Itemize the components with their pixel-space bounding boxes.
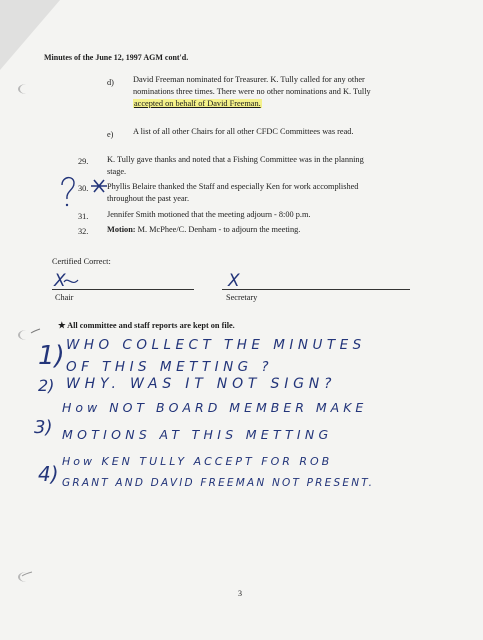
- stray-pen-mark: [31, 329, 40, 333]
- secretary-x-mark: X: [228, 271, 240, 291]
- question-number-1: 1): [38, 341, 65, 371]
- question-4-line-1: How KEN TULLY ACCEPT FOR ROB: [62, 455, 333, 468]
- item-label-e: e): [107, 130, 114, 139]
- text-line: Jennifer Smith motioned that the meeting adjourn - 8:00 p.m.: [107, 210, 311, 219]
- question-mark-annotation: [62, 178, 74, 199]
- text-line: K. Tully gave thanks and noted that a Fishing Committee was in the planning: [107, 155, 364, 164]
- question-3-line-2: MOTIONS AT THIS METTING: [62, 427, 333, 442]
- question-number-3: 3): [34, 417, 53, 438]
- text-line: A list of all other Chairs for all other CFDC Committees was read.: [133, 127, 354, 136]
- chair-label: Chair: [55, 293, 74, 302]
- highlighted-text: accepted on behalf of David Freeman.: [134, 99, 261, 108]
- text-line: David Freeman nominated for Treasurer. K. Tully called for any other: [133, 75, 365, 84]
- page-number: 3: [238, 589, 242, 598]
- item-num-32: 32.: [78, 227, 89, 236]
- motion-text: M. McPhee/C. Denham - to adjourn the meeting.: [135, 225, 301, 234]
- star-icon: ★: [58, 321, 66, 330]
- question-1-line-1: WHO COLLECT THE MINUTES: [66, 337, 366, 353]
- chair-x-mark: X: [54, 271, 66, 291]
- question-3-line-1: How NOT BOARD MEMBER MAKE: [62, 400, 368, 415]
- question-number-2: 2): [38, 376, 55, 395]
- reports-note-text: All committee and staff reports are kept on file.: [67, 321, 235, 330]
- item-label-d: d): [107, 78, 114, 87]
- text-line: Phyllis Belaire thanked the Staff and especially Ken for work accomplished: [107, 182, 359, 191]
- secretary-label: Secretary: [226, 293, 258, 302]
- asterisk-icon: [91, 180, 107, 192]
- motion-label: Motion:: [107, 225, 136, 234]
- question-mark-dot: [66, 204, 68, 206]
- item-num-31: 31.: [78, 212, 89, 221]
- text-line: throughout the past year.: [107, 194, 190, 203]
- question-number-4: 4): [38, 462, 59, 486]
- page-header: Minutes of the June 12, 1997 AGM cont'd.: [44, 53, 189, 62]
- item-num-29: 29.: [78, 157, 89, 166]
- question-2-line-1: WHY. WAS IT NOT SIGN?: [66, 376, 337, 392]
- certified-correct-label: Certified Correct:: [52, 257, 111, 266]
- question-1-line-2: OF THIS METTING ?: [66, 359, 274, 375]
- text-line: stage.: [107, 167, 127, 176]
- stray-pen-mark: [22, 572, 32, 576]
- item-num-30: 30.: [78, 184, 89, 193]
- text-line: nominations three times. There were no other nominations and K. Tully: [133, 87, 371, 96]
- question-4-line-2: GRANT AND DAVID FREEMAN NOT PRESENT.: [62, 477, 375, 489]
- scribble-mark: [64, 280, 78, 282]
